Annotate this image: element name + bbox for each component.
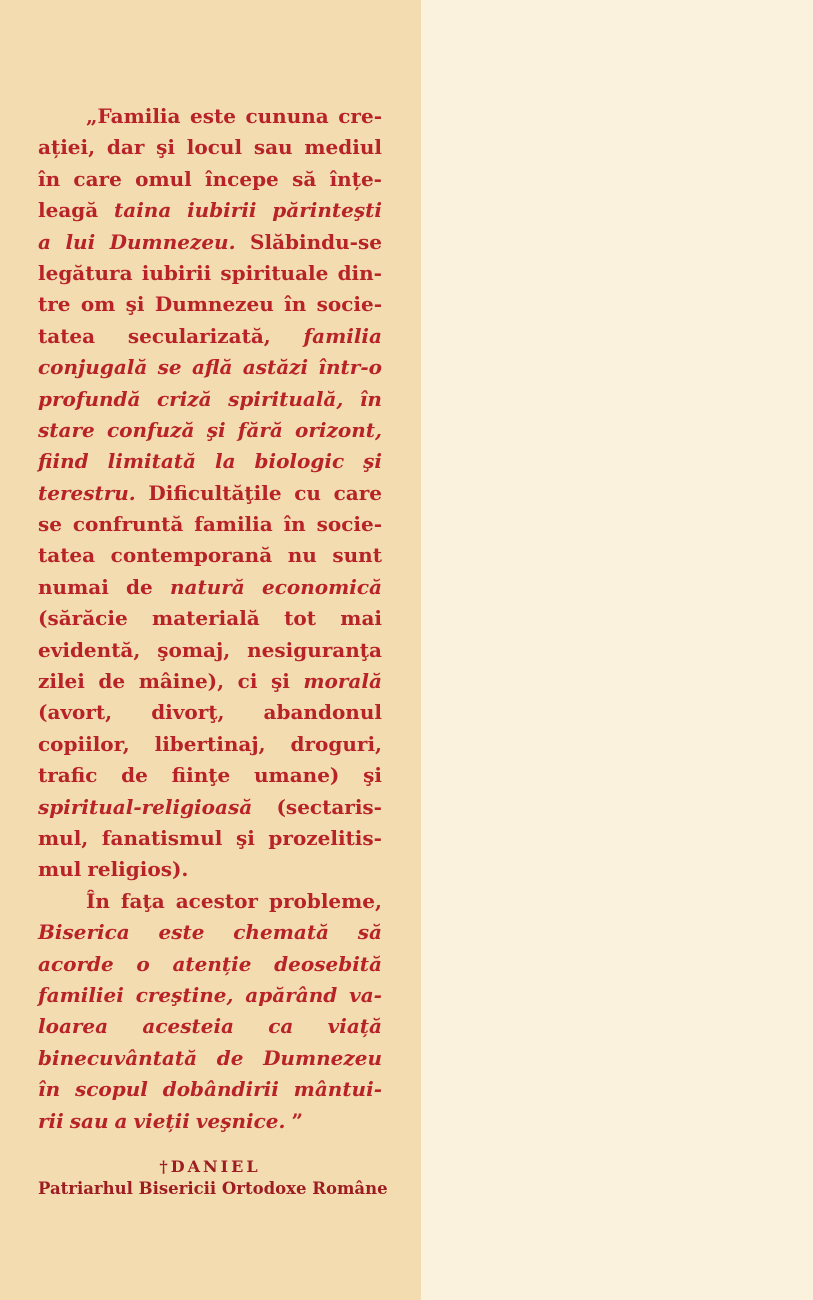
quote-word: sau: [253, 135, 293, 160]
quote-word: începe: [205, 166, 279, 191]
quote-line: [38, 635, 382, 666]
quote-word: socie-: [316, 512, 382, 537]
quote-word: acorde: [38, 951, 114, 976]
quote-line: [38, 478, 382, 509]
quote-line: [38, 729, 382, 760]
quote-line: [38, 352, 382, 383]
quote-word: contemporană: [110, 543, 273, 568]
quote-word: este: [158, 920, 205, 945]
quote-word: confuză: [106, 417, 195, 442]
quote-word: apărând: [245, 982, 338, 1007]
quote-word: mul: [38, 857, 82, 882]
quote-word: prozelitis-: [268, 825, 382, 850]
quote-word: din-: [337, 260, 382, 285]
quote-word: a: [38, 229, 51, 254]
quote-word: în: [38, 1077, 61, 1102]
quote-word: tre: [38, 292, 71, 317]
quote-word: sunt: [332, 543, 382, 568]
quote-line: [38, 509, 382, 540]
quote-word: dar: [106, 135, 145, 160]
quote-line: [38, 540, 382, 571]
quote-word: spirituală,: [228, 386, 344, 411]
quote-word: este: [189, 104, 236, 128]
blank-panel: [421, 0, 813, 1300]
quote-word: a: [114, 1108, 128, 1133]
quote-word: conjugală: [38, 355, 148, 380]
quote-line: [38, 823, 382, 854]
quote-word: Dumnezeu.: [109, 229, 236, 254]
quote-word: şi: [125, 292, 145, 317]
quote-line: [38, 854, 382, 885]
quote-word: atenție: [172, 951, 252, 976]
quote-word: viață: [327, 1014, 382, 1039]
quote-word: legătura: [38, 260, 133, 285]
quote-line: [38, 980, 382, 1011]
quote-word: iubirii: [187, 198, 257, 223]
quote-word: familia: [194, 512, 273, 537]
quote-word: o: [136, 951, 150, 976]
quote-word: de: [126, 574, 153, 599]
quote-word: locul: [186, 135, 243, 160]
quote-line: [38, 886, 382, 917]
quote-word: veşnice.: [195, 1108, 286, 1133]
quote-line: [38, 384, 382, 415]
quote-line: [38, 792, 382, 823]
quote-word: şi: [363, 763, 382, 788]
quote-line: [38, 446, 382, 477]
signature: [38, 1156, 388, 1200]
quote-word: (sărăcie: [38, 606, 128, 631]
quote-word: familia: [303, 323, 382, 348]
quote-word: acestor: [175, 888, 258, 913]
quote-word: în: [359, 386, 382, 411]
quote-word: numai: [38, 574, 109, 599]
quote-line: [38, 101, 382, 132]
quote-word: nesiguranţa: [247, 637, 382, 662]
quote-word: se: [38, 512, 62, 537]
quote-word: ca: [268, 1014, 294, 1039]
quote-word: Dumnezeu: [263, 1045, 382, 1070]
quote-word: şi: [206, 417, 226, 442]
quote-word: binecuvântată: [38, 1045, 198, 1070]
quote-word: libertinaj,: [154, 731, 266, 756]
quote-line: [38, 1074, 382, 1105]
quote-word: copiilor,: [38, 731, 130, 756]
quote-word: nu: [287, 543, 317, 568]
quote-word: mai: [340, 606, 382, 631]
quote-word: droguri,: [290, 731, 382, 756]
quote-word: criză: [156, 386, 212, 411]
quote-word: deosebită: [274, 951, 382, 976]
quote-word: într-o: [318, 355, 382, 380]
quote-word: şi: [363, 449, 382, 474]
quote-line: [38, 164, 382, 195]
quote-word: mâine),: [138, 669, 225, 694]
quote-word: În: [86, 888, 110, 913]
quote-word: şi: [270, 669, 290, 694]
quote-word: evidentă,: [38, 637, 141, 662]
quote-word: profundă: [38, 386, 141, 411]
quote-word: fiinţe: [171, 763, 231, 788]
quote-word: (avort,: [38, 700, 113, 725]
quote-word: chemată: [233, 920, 330, 945]
quote-line: [38, 195, 382, 226]
quote-word: omul: [135, 166, 192, 191]
quote-word: cununa: [245, 104, 329, 128]
quote-word: Dificultăţile: [148, 480, 282, 505]
quote-word: află: [191, 355, 233, 380]
quote-word: spiritual-religioasă: [38, 794, 253, 819]
quote-word: la: [214, 449, 236, 474]
quote-word: mediul: [304, 135, 382, 160]
quote-word: mul,: [38, 825, 89, 850]
quote-word: sau: [69, 1108, 109, 1133]
quote-line: [38, 572, 382, 603]
quote-word: orizont,: [295, 417, 382, 442]
quote-line: [38, 760, 382, 791]
quote-word: religios).: [87, 857, 189, 882]
quote-line: [38, 289, 382, 320]
quote-line: [38, 697, 382, 728]
quote-word: mântui-: [293, 1077, 382, 1102]
quote-word: zilei: [38, 669, 85, 694]
quote-word: părinteşti: [272, 198, 382, 223]
quote-word: scopul: [74, 1077, 148, 1102]
quote-line: [38, 1106, 382, 1137]
quote-word: care: [333, 480, 382, 505]
quote-word: faţa: [120, 888, 165, 913]
quote-line: [38, 949, 382, 980]
quote-line: [38, 415, 382, 446]
quote-word: secularizată,: [127, 323, 271, 348]
quote-word: divorţ,: [151, 700, 225, 725]
quote-word: leagă: [38, 198, 99, 223]
quote-word: spirituale: [220, 260, 329, 285]
quote-word: şomaj,: [157, 637, 231, 662]
quote-word: fiind: [38, 449, 89, 474]
quote-word: confruntă: [72, 512, 184, 537]
quote-word: vieții: [133, 1108, 190, 1133]
quote-word: cre-: [338, 104, 382, 128]
signature-name: †DANIEL: [159, 1157, 261, 1176]
quote-line: [38, 1043, 382, 1074]
quote-line: [38, 1011, 382, 1042]
quote-word: creştine,: [135, 982, 234, 1007]
quote-word: astăzi: [242, 355, 309, 380]
quote-word: lui: [65, 229, 96, 254]
quote-word: Slăbindu-se: [250, 229, 382, 254]
quote-word: trafic: [38, 763, 98, 788]
quote-word: natură: [169, 574, 245, 599]
quote-word: Biserica: [38, 920, 130, 945]
quote-word: rii: [38, 1108, 64, 1133]
quote-word: dobândirii: [162, 1077, 279, 1102]
quote-word: acesteia: [142, 1014, 234, 1039]
quote-word: om: [80, 292, 116, 317]
quote-word: se: [157, 355, 182, 380]
quote-word: tot: [284, 606, 316, 631]
quote-word: ci: [237, 669, 258, 694]
quote-text: [38, 101, 382, 1137]
quote-word: familiei: [38, 982, 124, 1007]
quote-word: ”: [291, 1108, 303, 1133]
quote-word: va-: [349, 982, 382, 1007]
quote-word: probleme,: [268, 888, 382, 913]
quote-word: de: [216, 1045, 244, 1070]
quote-word: iubirii: [141, 260, 212, 285]
quote-word: fanatismul: [101, 825, 223, 850]
quote-word: ației,: [38, 135, 96, 160]
quote-word: şi: [156, 135, 175, 160]
quote-line: [38, 603, 382, 634]
quote-word: înțe-: [329, 166, 382, 191]
quote-word: Dumnezeu: [154, 292, 274, 317]
quote-word: de: [121, 763, 148, 788]
quote-word: în: [38, 166, 61, 191]
quote-word: materială: [152, 606, 260, 631]
quote-word: de: [98, 669, 126, 694]
quote-word: cu: [294, 480, 321, 505]
quote-line: [38, 132, 382, 163]
quote-word: să: [292, 166, 317, 191]
quote-word: limitată: [107, 449, 196, 474]
quote-word: în: [283, 512, 306, 537]
quote-word: tatea: [38, 323, 96, 348]
quote-word: morală: [303, 669, 382, 694]
quote-word: biologic: [254, 449, 345, 474]
quote-line: [38, 666, 382, 697]
quote-word: în: [284, 292, 307, 317]
quote-word: taina: [114, 198, 172, 223]
quote-word: umane): [253, 763, 340, 788]
quote-word: tatea: [38, 543, 96, 568]
quote-line: [38, 917, 382, 948]
quote-word: şi: [235, 825, 255, 850]
signature-title: Patriarhul Bisericii Ortodoxe Române: [38, 1179, 388, 1198]
quote-word: terestru.: [38, 480, 136, 505]
quote-word: socie-: [316, 292, 382, 317]
quote-word: stare: [38, 417, 95, 442]
quote-word: care: [73, 166, 122, 191]
quote-line: [38, 227, 382, 258]
quote-word: (sectaris-: [276, 794, 382, 819]
quote-word: loarea: [38, 1014, 109, 1039]
quote-line: [38, 258, 382, 289]
quote-word: abandonul: [263, 700, 382, 725]
quote-word: economică: [261, 574, 382, 599]
quote-word: „Familia: [86, 104, 181, 128]
quote-word: să: [357, 920, 382, 945]
quote-line: [38, 321, 382, 352]
quote-word: fără: [237, 417, 283, 442]
